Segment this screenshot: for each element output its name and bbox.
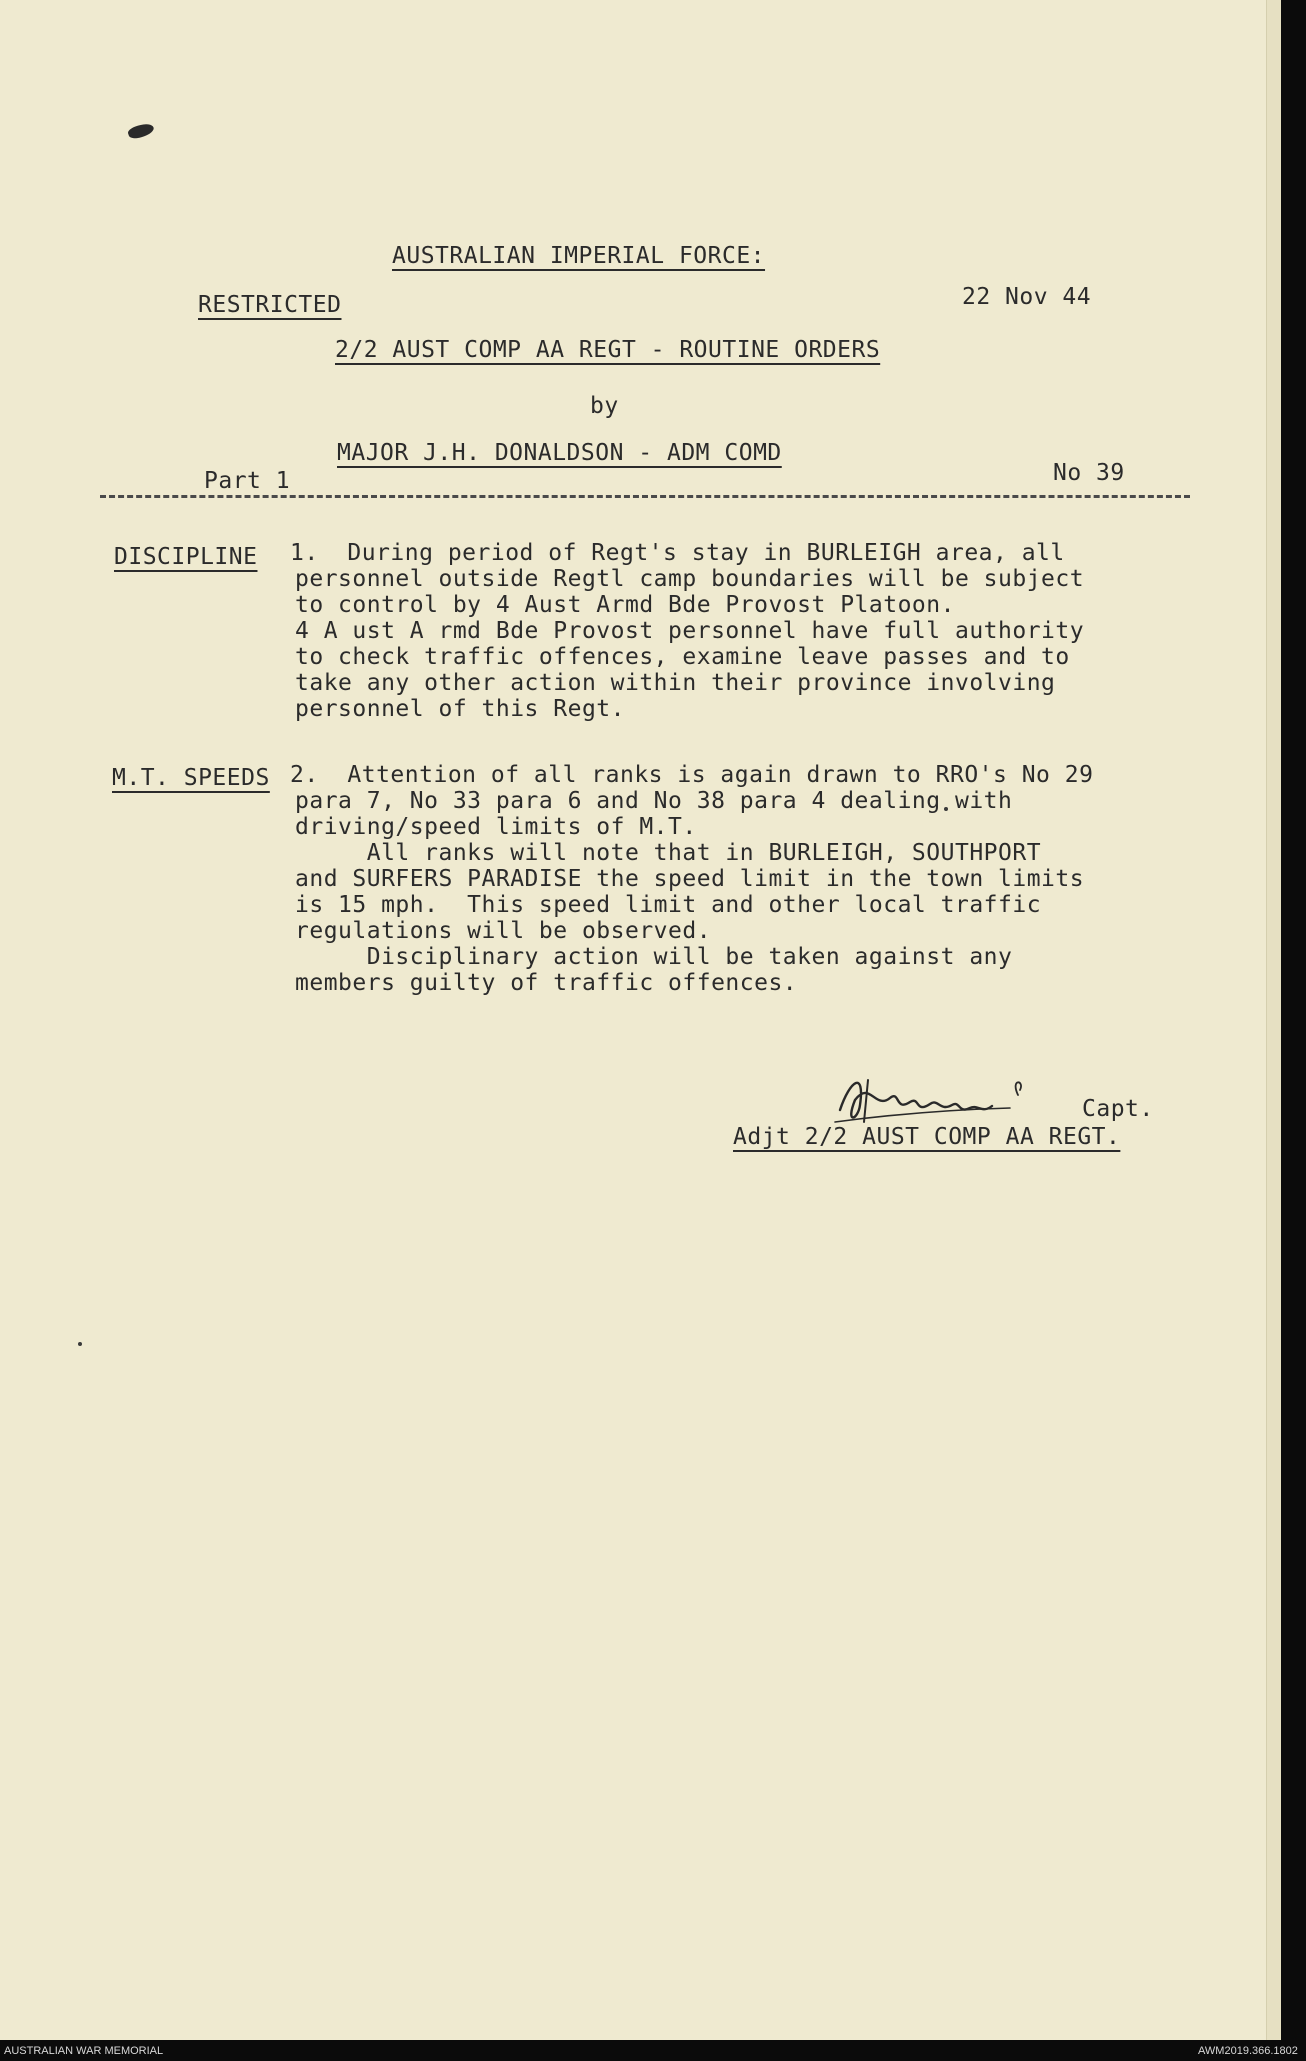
signature-rank: Capt. bbox=[1082, 1096, 1154, 1122]
document-date: 22 Nov 44 bbox=[962, 284, 1092, 310]
body-line: to control by 4 Aust Armd Bde Provost Platoon. bbox=[295, 592, 955, 618]
section-heading-discipline: DISCIPLINE bbox=[114, 544, 258, 570]
footer-source: AUSTRALIAN WAR MEMORIAL bbox=[4, 2045, 164, 2057]
body-line: is 15 mph. This speed limit and other local traffic bbox=[295, 892, 1042, 918]
body-line: driving/speed limits of M.T. bbox=[295, 814, 697, 840]
footer-reference: AWM2019.366.1802 bbox=[1198, 2045, 1298, 2057]
section-heading-mt-speeds: M.T. SPEEDS bbox=[112, 765, 270, 791]
signature-appointment: Adjt 2/2 AUST COMP AA REGT. bbox=[733, 1124, 1121, 1150]
body-line: and SURFERS PARADISE the speed limit in the town limits bbox=[295, 866, 1085, 892]
by-line: by bbox=[590, 393, 619, 419]
separator-line bbox=[100, 495, 1190, 498]
ink-mark bbox=[127, 121, 155, 140]
body-line: personnel of this Regt. bbox=[295, 696, 625, 722]
body-line: All ranks will note that in BURLEIGH, SOUTHPORT bbox=[295, 840, 1042, 866]
body-line: personnel outside Regtl camp boundaries will be subject bbox=[295, 566, 1085, 592]
order-number: No 39 bbox=[1053, 460, 1125, 486]
body-line: Disciplinary action will be taken against any bbox=[295, 944, 1013, 970]
paper-edge bbox=[1266, 0, 1281, 2040]
document-title: AUSTRALIAN IMPERIAL FORCE: bbox=[392, 243, 766, 269]
part-label: Part 1 bbox=[204, 468, 291, 494]
body-line: 1. During period of Regt's stay in BURLEIGH area, all bbox=[290, 540, 1065, 566]
document-subtitle: 2/2 AUST COMP AA REGT - ROUTINE ORDERS bbox=[335, 337, 881, 363]
authority-line: MAJOR J.H. DONALDSON - ADM COMD bbox=[337, 440, 782, 466]
classification-label: RESTRICTED bbox=[198, 292, 342, 318]
body-line: para 7, No 33 para 6 and No 38 para 4 dealing with bbox=[295, 788, 1013, 814]
body-line: members guilty of traffic offences. bbox=[295, 970, 798, 996]
body-line: 4 A ust A rmd Bde Provost personnel have full authority bbox=[295, 618, 1085, 644]
ink-speck bbox=[78, 1342, 82, 1346]
body-line: regulations will be observed. bbox=[295, 918, 712, 944]
body-line: to check traffic offences, examine leave passes and to bbox=[295, 644, 1070, 670]
body-line: 2. Attention of all ranks is again drawn to RRO's No 29 bbox=[290, 762, 1094, 788]
body-line: take any other action within their province involving bbox=[295, 670, 1056, 696]
